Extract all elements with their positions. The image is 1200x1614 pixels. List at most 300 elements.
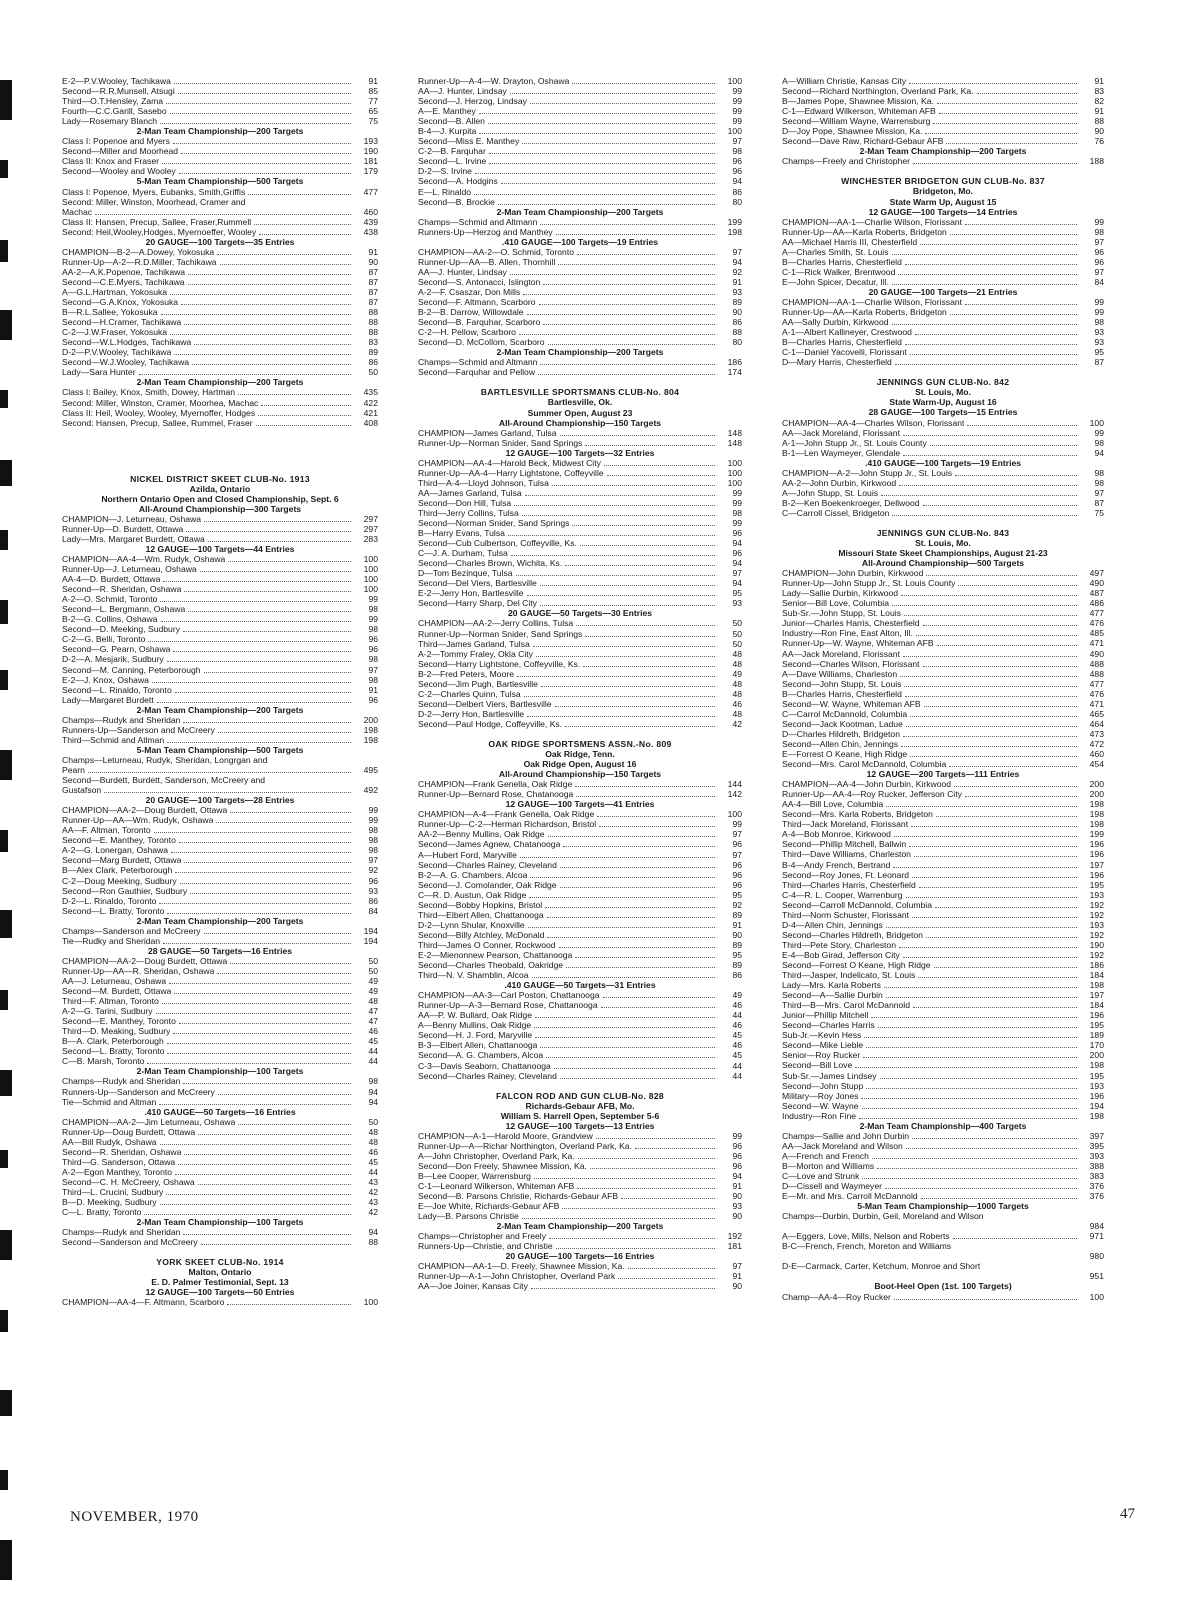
- result-score: 88: [368, 327, 378, 338]
- result-score: 971: [1089, 1231, 1104, 1242]
- result-row: [62, 644, 378, 654]
- result-row: [782, 498, 1104, 508]
- binding-mark: [0, 750, 12, 780]
- result-row: [418, 478, 742, 488]
- dot-leader: [531, 1281, 715, 1289]
- result-score: 46: [732, 698, 742, 709]
- result-row: [418, 247, 742, 257]
- result-row: [418, 1211, 742, 1221]
- result-entrant: Runner-Up—AA-4—Harry Lightstone, Coffeyville: [418, 467, 604, 478]
- result-score: 100: [727, 76, 742, 86]
- result-row: [418, 699, 742, 709]
- dot-leader: [520, 850, 715, 858]
- event-heading: All-Around Championship—150 Targets: [498, 769, 662, 780]
- result-score: 80: [732, 196, 742, 207]
- result-row: [782, 1131, 1104, 1141]
- result-row: [782, 116, 1104, 126]
- result-row: [782, 839, 1104, 849]
- result-row: [782, 679, 1104, 689]
- dot-leader: [549, 1231, 715, 1239]
- result-row: [782, 508, 1104, 518]
- result-score: 91: [732, 1271, 742, 1282]
- club-title: NICKEL DISTRICT SKEET CLUB-No. 1913: [130, 473, 310, 484]
- binding-mark: [0, 530, 8, 550]
- result-score: 186: [1089, 959, 1104, 970]
- result-score: 96: [368, 694, 378, 705]
- result-entrant: A—Hubert Ford, Maryville: [418, 849, 517, 860]
- result-score: 50: [368, 955, 378, 966]
- result-row: [782, 1111, 1104, 1121]
- dot-leader: [216, 815, 351, 823]
- result-score: 42: [368, 1207, 378, 1218]
- result-entrant: CHAMPION—AA-2—Doug Burdett, Ottawa: [62, 955, 228, 966]
- result-row: [62, 876, 378, 886]
- result-score: 486: [1089, 598, 1104, 609]
- result-entrant: E—Mr. and Mrs. Carroll McDannold: [782, 1191, 918, 1202]
- dot-leader: [548, 337, 715, 345]
- result-entrant: CHAMPION—AA-4—Charles Wilson, Florissant: [782, 417, 965, 428]
- result-entrant: A—John Stupp, St. Louis: [782, 487, 879, 498]
- result-row: [62, 906, 378, 916]
- result-entrant: Second—Allen Chin, Jennings: [782, 738, 899, 749]
- result-row: [782, 347, 1104, 357]
- result-row: [418, 1271, 742, 1281]
- dot-leader: [525, 488, 715, 496]
- result-row: [782, 910, 1104, 920]
- result-score: 98: [368, 845, 378, 856]
- result-score: 98: [368, 604, 378, 615]
- result-row: [782, 1040, 1104, 1050]
- dot-leader: [909, 839, 1077, 847]
- result-entrant: A—William Christie, Kansas City: [782, 76, 907, 86]
- result-score: 89: [732, 909, 742, 920]
- event-heading: .410 GAUGE—50 Targets—16 Entries: [144, 1106, 296, 1117]
- result-row: [62, 1087, 378, 1097]
- dot-leader: [166, 1187, 351, 1195]
- result-score: 99: [732, 819, 742, 830]
- dot-leader: [906, 1141, 1077, 1149]
- dot-leader: [259, 227, 351, 235]
- binding-mark: [0, 990, 8, 1010]
- binding-mark: [0, 1230, 12, 1260]
- result-entrant: Third—Norm Schuster, Florissant: [782, 909, 910, 920]
- dot-leader: [184, 317, 351, 325]
- result-row: [418, 518, 742, 528]
- event-heading: .410 GAUGE—100 Targets—19 Entries: [501, 236, 659, 247]
- result-row: [418, 106, 742, 116]
- result-score: 50: [732, 638, 742, 649]
- result-score: 197: [1089, 859, 1104, 870]
- result-score: 193: [1089, 919, 1104, 930]
- dot-leader: [194, 337, 351, 345]
- result-score: 97: [732, 246, 742, 257]
- dot-leader: [528, 920, 715, 928]
- result-entrant: Second—B. Brockie: [418, 196, 495, 207]
- result-entrant: Lady—Mrs. Karla Roberts: [782, 980, 881, 991]
- result-row: [62, 166, 378, 176]
- result-entrant: B—R.L.Sallee, Yokosuka: [62, 307, 158, 318]
- dot-leader: [546, 1050, 715, 1058]
- result-score: 142: [727, 789, 742, 800]
- result-row: [782, 1161, 1104, 1171]
- result-row: [62, 297, 378, 307]
- result-entrant-line: [782, 1211, 1104, 1221]
- event-heading: 12 GAUGE—100 Targets—41 Entries: [505, 799, 655, 810]
- dot-leader: [926, 930, 1077, 938]
- result-entrant: Second—B. Parsons Christie, Richards-Gebaur AFB: [418, 1191, 619, 1202]
- result-score: 181: [727, 1241, 742, 1252]
- result-entrant-line: [782, 1261, 1104, 1271]
- result-entrant: Sub-Sr.—John Stupp, St. Louis: [782, 608, 901, 619]
- result-row: [418, 428, 742, 438]
- result-entrant: B-2—G. Collins, Oshawa: [62, 614, 158, 625]
- dot-leader: [527, 307, 715, 315]
- result-score: 200: [1089, 1050, 1104, 1061]
- result-score: 465: [1089, 708, 1104, 719]
- dot-leader: [895, 357, 1077, 365]
- binding-mark: [0, 600, 8, 624]
- dot-leader: [906, 890, 1077, 898]
- dot-leader: [204, 665, 351, 673]
- result-score: 91: [368, 246, 378, 257]
- result-score: 44: [732, 1010, 742, 1021]
- result-row: [62, 247, 378, 257]
- dot-leader: [254, 217, 351, 225]
- result-score: 50: [732, 628, 742, 639]
- result-row: [782, 649, 1104, 659]
- result-row: [62, 1016, 378, 1026]
- result-score: 93: [368, 885, 378, 896]
- dot-leader: [501, 176, 715, 184]
- result-score: 190: [363, 146, 378, 157]
- result-row: [782, 1010, 1104, 1020]
- result-entrant: Second—C. H. McCreery, Oshawa: [62, 1176, 195, 1187]
- result-row: [418, 498, 742, 508]
- result-row: [782, 860, 1104, 870]
- result-score: 198: [727, 226, 742, 237]
- result-entrant: E—Forrest O Keane, High Ridge: [782, 749, 908, 759]
- result-score: 198: [1089, 1110, 1104, 1121]
- result-entrant: D—Mary Harris, Chesterfield: [782, 357, 892, 368]
- binding-mark: [0, 1390, 12, 1416]
- result-row: [782, 709, 1104, 719]
- result-score: 471: [1089, 638, 1104, 649]
- result-score: 82: [1094, 96, 1104, 107]
- event-heading: 2-Man Team Championship—100 Targets: [136, 1217, 304, 1228]
- dot-leader: [160, 116, 351, 124]
- result-row: [418, 197, 742, 207]
- result-score: 393: [1089, 1150, 1104, 1161]
- dot-leader: [577, 247, 715, 255]
- dot-leader: [540, 1040, 715, 1048]
- binding-mark: [0, 1150, 8, 1168]
- result-score: 460: [363, 206, 378, 217]
- result-score: 98: [732, 146, 742, 157]
- dot-leader: [912, 1131, 1077, 1139]
- result-row: [418, 900, 742, 910]
- result-entrant: Second—Phillip Mitchell, Ballwin: [782, 839, 907, 850]
- result-score: 195: [1089, 1020, 1104, 1031]
- event-heading: .410 GAUGE—100 Targets—19 Entries: [864, 457, 1022, 468]
- result-score: 376: [1089, 1181, 1104, 1192]
- dot-leader: [545, 900, 715, 908]
- result-score: 99: [368, 594, 378, 605]
- result-entrant: E-2—Mienonnew Pearson, Chattanooga: [418, 949, 573, 960]
- result-row: [62, 735, 378, 745]
- dot-leader: [181, 297, 351, 305]
- result-score: 198: [1089, 819, 1104, 830]
- result-score: 87: [1094, 357, 1104, 368]
- event-heading: 12 GAUGE—200 Targets—111 Entries: [866, 769, 1020, 780]
- result-row: [418, 789, 742, 799]
- binding-edge: [0, 60, 14, 1600]
- result-row: [418, 719, 742, 729]
- result-score: 388: [1089, 1160, 1104, 1171]
- result-row: [62, 725, 378, 735]
- result-score: 98: [1094, 317, 1104, 328]
- dot-leader: [558, 257, 715, 265]
- dot-leader: [188, 277, 351, 285]
- dot-leader: [534, 1171, 715, 1179]
- club-title: JENNINGS GUN CLUB-No. 843: [876, 527, 1010, 538]
- dot-leader: [174, 986, 351, 994]
- result-row: [418, 960, 742, 970]
- result-score: 50: [368, 965, 378, 976]
- results-column-middle: [418, 76, 742, 1292]
- club-title: WINCHESTER BRIDGETON GUN CLUB-No. 837: [841, 176, 1045, 187]
- result-score: 197: [1089, 990, 1104, 1001]
- result-score: 477: [363, 186, 378, 197]
- dot-leader: [217, 966, 351, 974]
- result-row: [418, 679, 742, 689]
- dot-leader: [198, 1177, 351, 1185]
- result-score: 96: [1094, 256, 1104, 267]
- event-heading: Bridgeton, Mo.: [912, 186, 974, 197]
- result-row: [62, 1046, 378, 1056]
- result-row: [418, 809, 742, 819]
- dot-leader: [572, 76, 715, 84]
- result-entrant: Junior—Phillip Mitchell: [782, 1010, 869, 1021]
- dot-leader: [892, 598, 1077, 606]
- result-row: [782, 1030, 1104, 1040]
- result-row: [418, 538, 742, 548]
- dot-leader: [160, 1197, 351, 1205]
- dot-leader: [170, 327, 351, 335]
- result-row: [62, 86, 378, 96]
- result-score: 94: [732, 538, 742, 549]
- result-row: [418, 327, 742, 337]
- dot-leader: [181, 146, 351, 154]
- result-score: 283: [363, 533, 378, 544]
- dot-leader: [538, 367, 715, 375]
- result-row: [418, 558, 742, 568]
- result-row: [62, 267, 378, 277]
- dot-leader: [529, 890, 715, 898]
- result-score: 148: [727, 437, 742, 448]
- result-row: [62, 936, 378, 946]
- result-entrant: A—Eggers, Love, Mills, Nelson and Roberts: [782, 1231, 950, 1242]
- result-row: [62, 1297, 378, 1307]
- result-row: [782, 578, 1104, 588]
- result-entrant: Third—Jasper, Indelicato, St. Louis: [782, 970, 916, 981]
- result-entrant: AA—P. W. Bullard, Oak Ridge: [418, 1010, 532, 1021]
- result-entrant: Senior—Bill Love, Columbia: [782, 598, 889, 609]
- dot-leader: [183, 1076, 351, 1084]
- result-entrant: A-4—Bob Monroe, Kirkwood: [782, 829, 891, 840]
- event-heading: 12 GAUGE—100 Targets—50 Entries: [145, 1287, 295, 1298]
- dot-leader: [935, 900, 1077, 908]
- dot-leader: [156, 1006, 351, 1014]
- event-heading: Northern Ontario Open and Closed Championship, Sept. 6: [101, 493, 339, 504]
- dot-leader: [949, 759, 1077, 767]
- result-entrant: Fourth—C.C.Garill, Sasebo: [62, 106, 167, 117]
- result-score: 198: [1089, 809, 1104, 820]
- result-score: 195: [1089, 1070, 1104, 1081]
- result-row: [418, 669, 742, 679]
- result-entrant: CHAMPION—John Durbin, Kirkwood: [782, 568, 924, 579]
- dot-leader: [228, 554, 351, 562]
- dot-leader: [785, 1222, 1077, 1229]
- dot-leader: [527, 588, 715, 596]
- result-entrant: B-4—J. Kurpita: [418, 126, 477, 137]
- dot-leader: [585, 629, 715, 637]
- result-row: [418, 458, 742, 468]
- result-entrant: Second—Paul Hodge, Coffeyville, Ks.: [418, 718, 563, 729]
- result-score: 198: [1089, 1060, 1104, 1071]
- result-entrant: Second—L. Bratty, Toronto: [62, 1046, 165, 1057]
- result-entrant: Second—Miss E. Manthey: [418, 136, 520, 147]
- result-score: 88: [368, 317, 378, 328]
- result-entrant: Runner-Up—AA-4—Roy Rucker, Jefferson City: [782, 789, 962, 800]
- dot-leader: [475, 166, 715, 174]
- result-score: 97: [732, 568, 742, 579]
- result-entrant: Class I: Bailey, Knox, Smith, Dowey, Hartman: [62, 387, 236, 398]
- result-row: [782, 608, 1104, 618]
- result-row: [62, 715, 378, 725]
- result-score: 99: [1094, 296, 1104, 307]
- result-row: [782, 1050, 1104, 1060]
- result-entrant: Second—Miller and Moorhead: [62, 146, 179, 157]
- result-row: [418, 819, 742, 829]
- event-heading: Bartlesville, Ok.: [547, 397, 613, 408]
- result-score: 90: [732, 307, 742, 318]
- dot-leader: [522, 136, 715, 144]
- result-entrant: C—B. Marsh, Toronto: [62, 1056, 145, 1067]
- result-row: [418, 860, 742, 870]
- result-score: 94: [732, 176, 742, 187]
- dot-leader: [508, 528, 715, 536]
- dot-leader: [596, 1131, 715, 1139]
- result-row: [418, 217, 742, 227]
- result-score: 83: [1094, 86, 1104, 97]
- result-entrant: AA—Jack Moreland, Florissant: [782, 648, 900, 659]
- result-score: 495: [363, 765, 378, 775]
- result-score: 46: [368, 1026, 378, 1037]
- result-row: [62, 865, 378, 875]
- result-row: [62, 156, 378, 166]
- result-score: 48: [732, 688, 742, 699]
- result-row: [62, 986, 378, 996]
- result-row: [418, 1131, 742, 1141]
- binding-mark: [0, 1310, 8, 1332]
- dot-leader: [169, 976, 351, 984]
- result-row: [782, 990, 1104, 1000]
- result-row: [62, 1197, 378, 1207]
- result-score: 98: [368, 654, 378, 665]
- result-entrant: Runner-Up—AA—Karla Roberts, Bridgeton: [782, 226, 947, 237]
- dot-leader: [601, 1000, 715, 1008]
- result-row: [62, 675, 378, 685]
- result-entrant: Second—W.L.Hodges, Tachikawa: [62, 337, 192, 348]
- result-score: 184: [1089, 1000, 1104, 1011]
- dot-leader: [200, 564, 351, 572]
- result-entrant: Second—G.A.Knox, Yokosuka: [62, 297, 179, 308]
- result-entrant: Champs—Sanderson and McCreery: [62, 925, 201, 936]
- result-row: [418, 1281, 742, 1291]
- result-score: 189: [1089, 1030, 1104, 1041]
- dot-leader: [884, 980, 1077, 988]
- result-row: [62, 855, 378, 865]
- result-entrant: Third—L. Crucini, Sudbury: [62, 1186, 164, 1197]
- result-score: 92: [732, 266, 742, 277]
- result-entrant: Runner-Up—AA—Wm. Rudyk, Oshawa: [62, 815, 214, 826]
- dot-leader: [904, 679, 1077, 687]
- result-row: [418, 890, 742, 900]
- result-score: 199: [727, 216, 742, 227]
- result-score: 376: [1089, 1191, 1104, 1202]
- result-entrant: Second—B. Farquhar, Scarboro: [418, 317, 541, 328]
- result-entrant: Runner-Up—Bernard Rose, Chatanooga: [418, 789, 574, 800]
- result-entrant: Champ—AA-4—Roy Rucker: [782, 1291, 891, 1302]
- result-row: [62, 106, 378, 116]
- result-entrant: D—Cissell and Waymeyer: [782, 1181, 882, 1192]
- result-entrant: Lady—Rosemary Blanch: [62, 116, 158, 127]
- result-row: [418, 649, 742, 659]
- result-entrant: B—Charles Harris, Chesterfield: [782, 688, 902, 699]
- result-score: 94: [368, 1096, 378, 1107]
- club-title: JENNINGS GUN CLUB-No. 842: [876, 377, 1010, 388]
- binding-mark: [0, 460, 12, 486]
- dot-leader: [583, 659, 715, 667]
- result-score: 86: [732, 970, 742, 981]
- result-row: [418, 126, 742, 136]
- result-row: [62, 1076, 378, 1086]
- result-score: 184: [1089, 970, 1104, 981]
- result-entrant: Third—Schmid and Atlman: [62, 734, 165, 745]
- result-entrant: Champs—Durbin, Durbin, Geil, Moreland and Wilson: [782, 1211, 984, 1222]
- dot-leader: [174, 347, 351, 355]
- result-score: 99: [732, 497, 742, 508]
- result-entrant: D-2—L. Rinaldo, Toronto: [62, 895, 157, 906]
- dot-leader: [488, 116, 715, 124]
- dot-leader: [171, 845, 351, 853]
- result-score: 193: [1089, 889, 1104, 900]
- result-row: [62, 1237, 378, 1247]
- dot-leader: [936, 809, 1077, 817]
- dot-leader: [88, 765, 351, 773]
- result-score: 100: [363, 1297, 378, 1308]
- result-score: 99: [732, 116, 742, 127]
- dot-leader: [543, 317, 715, 325]
- dot-leader: [161, 307, 351, 315]
- result-row: [418, 317, 742, 327]
- dot-leader: [256, 418, 351, 426]
- dot-leader: [909, 76, 1077, 84]
- dot-leader: [563, 839, 715, 847]
- dot-leader: [220, 257, 351, 265]
- result-score: 100: [727, 477, 742, 488]
- result-row: [418, 970, 742, 980]
